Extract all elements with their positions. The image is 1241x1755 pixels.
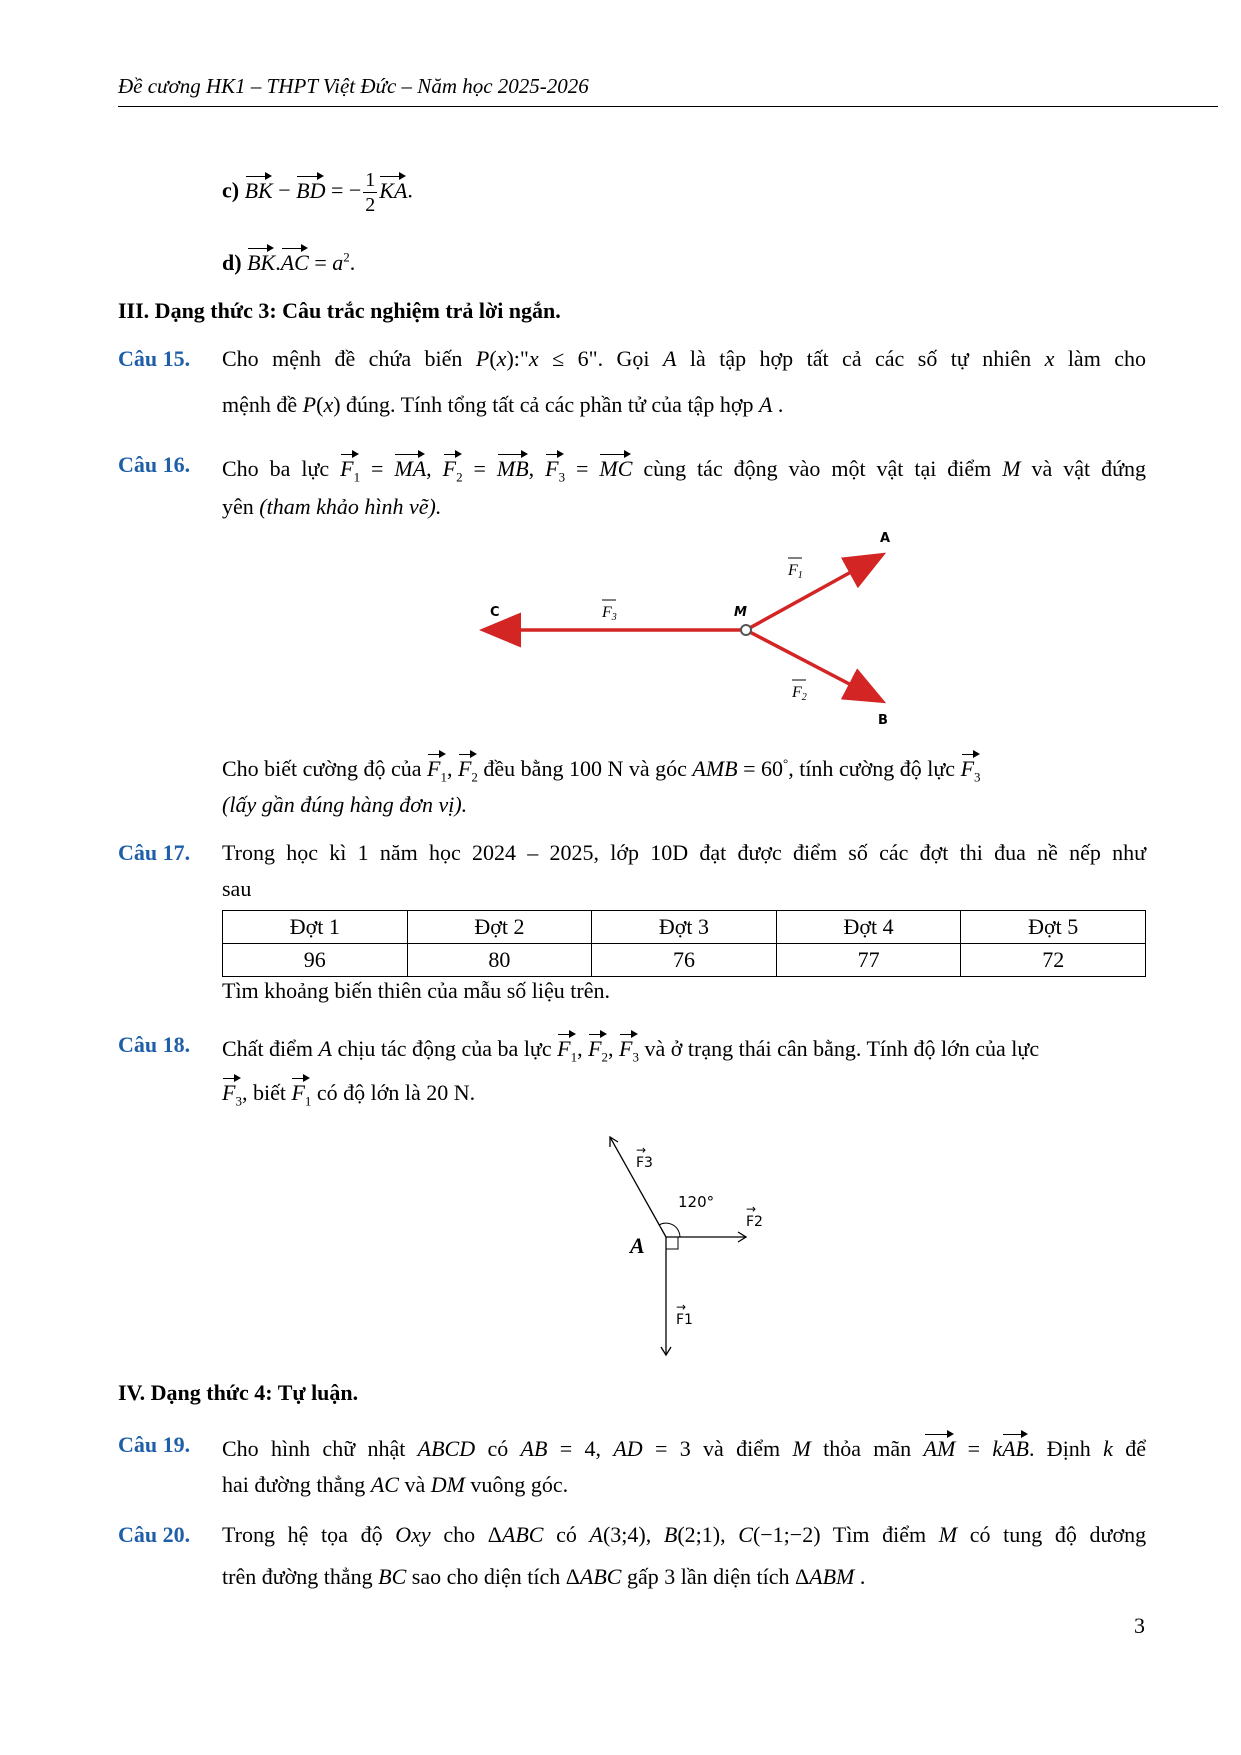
table-header-cell: Đợt 2 — [407, 911, 592, 944]
force-f1-arrow — [746, 556, 880, 630]
svg-text:→: → — [746, 1202, 757, 1216]
q15-line1: Cho mệnh đề chứa biến P(x):"x ≤ 6". Gọi A là tập hợp tất cả các số tự nhiên x làm cho — [222, 346, 1147, 371]
table-cell: 76 — [592, 944, 777, 977]
label-f3: F3 — [636, 1155, 653, 1171]
q17-label: Câu 17. — [118, 840, 191, 865]
svg-text:F2: F2 — [792, 684, 807, 703]
q16-line1: Cho ba lực $F_1$ = MA, $F_2$ = MB, $F_3$ = MC cùng tác động vào một vật tại điểm M và vật đứng — [222, 452, 1146, 485]
svg-text:F1: F1 — [788, 562, 803, 581]
table-header-cell: Đợt 3 — [592, 911, 777, 944]
item-c: c) BK − BD = − $\frac{1}{2}$ KA. — [222, 169, 413, 216]
table-row — [223, 944, 1146, 977]
vec-AC: AC — [281, 246, 309, 276]
q17-after: Tìm khoảng biến thiên của mẫu số liệu trên. — [222, 978, 610, 1003]
right-angle-mark — [666, 1237, 678, 1249]
table-cell: 96 — [223, 944, 408, 977]
q18-line2: $F_3$, biết $F_1$ có độ lớn là 20 N. — [222, 1076, 475, 1109]
q18-label: Câu 18. — [118, 1032, 191, 1057]
q20-line2: trên đường thẳng BC sao cho diện tích ΔABC gấp 3 lần diện tích ΔABM . — [222, 1564, 866, 1589]
vec-BK: BK — [247, 246, 275, 276]
fraction-half: $\frac{1}{2}$ — [365, 169, 376, 216]
q17-score-table — [222, 910, 1146, 977]
page-number: 3 — [1134, 1613, 1145, 1638]
q19-label: Câu 19. — [118, 1432, 191, 1457]
label-f1 — [787, 558, 803, 581]
label-f2 — [791, 680, 807, 703]
label-m: M — [734, 605, 747, 620]
label-f3 — [601, 600, 617, 623]
q16-after2: (lấy gần đúng hàng đơn vị). — [222, 792, 468, 817]
q18-line1: Chất điểm A chịu tác động của ba lực $F_1$, $F_2$, $F_3$ và ở trạng thái cân bằng. Tính độ lớn của lực — [222, 1032, 1039, 1065]
q15-line2: mệnh đề P(x) đúng. Tính tổng tất cả các phần tử của tập hợp A . — [222, 392, 784, 417]
q20-label: Câu 20. — [118, 1522, 191, 1547]
q16-force-figure — [470, 528, 910, 728]
vec-BD: BD — [296, 174, 325, 204]
angle-label: 120° — [678, 1193, 715, 1211]
label-b: B — [878, 713, 888, 728]
vec-KA: KA — [379, 174, 407, 204]
item-d: d) $BK.AC = a^2$. — [222, 246, 355, 276]
vec-BK: BK — [245, 174, 273, 204]
q16-line2: yên (tham khảo hình vẽ). — [222, 494, 442, 519]
label-c: C — [490, 605, 500, 620]
svg-text:→: → — [676, 1300, 687, 1314]
table-header-row — [223, 911, 1146, 944]
force-f2-arrow — [746, 630, 880, 700]
q16-label: Câu 16. — [118, 452, 191, 477]
label-a: A — [880, 531, 891, 546]
label-f2: F2 — [746, 1214, 763, 1230]
table-header-cell: Đợt 4 — [776, 911, 961, 944]
section-3-title: III. Dạng thức 3: Câu trắc nghiệm trả lời ngắn. — [118, 298, 561, 323]
table-header-cell: Đợt 1 — [223, 911, 408, 944]
label-f1: F1 — [676, 1312, 693, 1328]
table-cell: 77 — [776, 944, 961, 977]
section-4-title: IV. Dạng thức 4: Tự luận. — [118, 1380, 359, 1405]
q18-force-figure — [600, 1125, 800, 1365]
point-a-label: A — [630, 1233, 645, 1258]
point-m — [741, 625, 751, 635]
q15-label: Câu 15. — [118, 346, 191, 371]
q16-after1: Cho biết cường độ của $F_1$, $F_2$ đều bằng 100 N và góc AMB = 60°, tính cường độ lực $F_3$ — [222, 752, 981, 785]
page-header: Đề cương HK1 – THPT Việt Đức – Năm học 2025-2026 — [118, 74, 589, 98]
header-rule — [118, 106, 1218, 107]
table-cell: 72 — [961, 944, 1146, 977]
label-f3: → — [636, 1143, 647, 1157]
q19-line1: Cho hình chữ nhật ABCD có AB = 4, AD = 3 và điểm M thỏa mãn AM = kAB. Định k để — [222, 1432, 1146, 1462]
q20-line1: Trong hệ tọa độ Oxy cho ΔABC có A(3;4), B(2;1), C(−1;−2) Tìm điểm M có tung độ dương — [222, 1522, 1147, 1547]
table-cell: 80 — [407, 944, 592, 977]
svg-text:F3: F3 — [602, 604, 617, 623]
table-header-cell: Đợt 5 — [961, 911, 1146, 944]
q19-line2: hai đường thẳng AC và DM vuông góc. — [222, 1472, 569, 1497]
q17-line1: Trong học kì 1 năm học 2024 – 2025, lớp 10D đạt được điểm số các đợt thi đua nề nếp như — [222, 840, 1147, 865]
q17-line2: sau — [222, 876, 252, 901]
